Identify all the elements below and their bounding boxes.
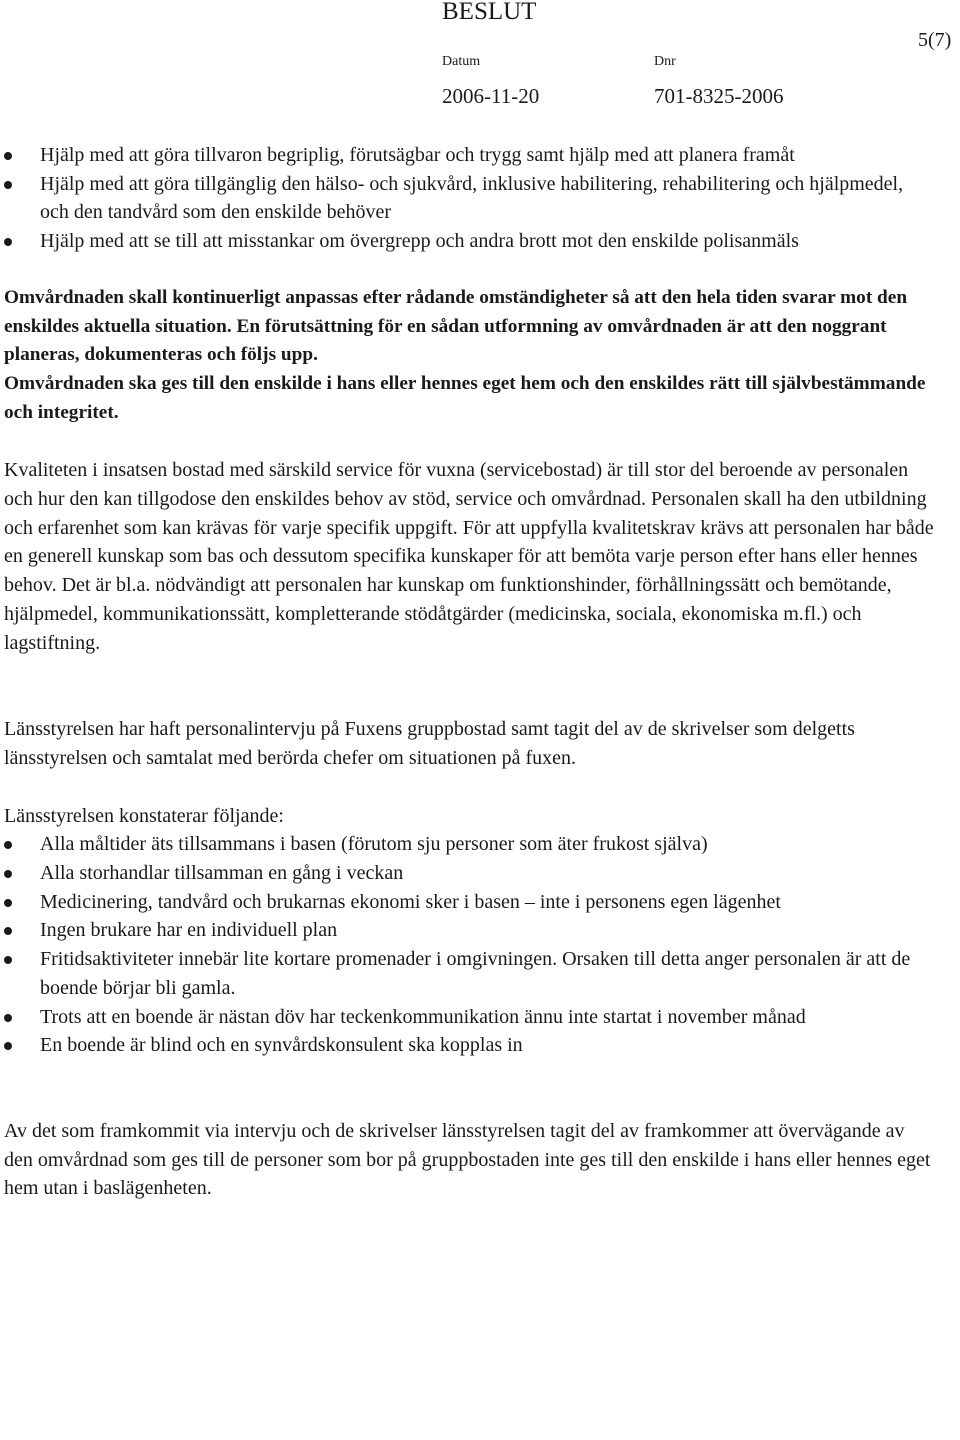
bullet-icon bbox=[4, 1042, 12, 1050]
quality-paragraph: Kvaliteten i insatsen bostad med särskild service för vuxna (servicebostad) är till stor del beroende av personalen och hur den kan tillgodose den enskildes behov av stöd, service och omvårdnad. Personalen skall ha den utbildning och erfarenhet som kan krävas för varje specifik uppgift. För att uppfylla kvalitetskrav krävs att personalen har både en generell kunskap som bas och dessutom specifika kunskaper för att bemöta varje person efter hans eller hennes behov. Det är bl.a. nödvändigt att personalen har kunskap om funktionshinder, förhållningssätt och bemötande, hjälpmedel, kommunikationssätt, kompletterande stödåtgärder (medicinska, sociala, ekonomiska m.fl.) och lagstiftning. bbox=[4, 459, 934, 654]
bullet-icon bbox=[4, 927, 12, 935]
findings-intro: Länsstyrelsen konstaterar följande: bbox=[4, 804, 284, 827]
document-title: BESLUT bbox=[442, 0, 537, 25]
list-item bbox=[4, 227, 934, 256]
dnr-label: Dnr bbox=[654, 54, 676, 69]
bullet-icon bbox=[4, 956, 12, 964]
list-item bbox=[4, 170, 934, 227]
list-item bbox=[4, 1003, 934, 1032]
list-item bbox=[4, 1031, 934, 1060]
bullet-icon bbox=[4, 181, 12, 189]
document-body bbox=[4, 141, 934, 1203]
list-item-text: Hjälp med att se till att misstankar om övergrepp och andra brott mot den enskilde polisanmäls bbox=[40, 230, 799, 253]
list-item bbox=[4, 916, 934, 945]
bullet-icon bbox=[4, 841, 12, 849]
list-item-text: Fritidsaktiviteter innebär lite kortare promenader i omgivningen. Orsaken till detta anger personalen är att de boende börjar bli gamla. bbox=[40, 948, 911, 999]
page-number: 5(7) bbox=[918, 29, 952, 51]
list-item-text: Medicinering, tandvård och brukarnas ekonomi sker i basen – inte i personens egen lägenhet bbox=[40, 890, 781, 913]
list-item-text: Alla storhandlar tillsamman en gång i veckan bbox=[40, 862, 404, 885]
list-item-text: En boende är blind och en synvårdskonsulent ska kopplas in bbox=[40, 1034, 523, 1057]
list-item-text: Hjälp med att göra tillgänglig den hälso- och sjukvård, inklusive habilitering, rehabilitering och hjälpmedel, och den tandvård som den enskilde behöver bbox=[40, 172, 904, 224]
bullet-icon bbox=[4, 1014, 12, 1022]
care-home-paragraph: Omvårdnaden ska ges till den enskilde i hans eller hennes eget hem och den enskildes rätt till självbestämmande och integritet. bbox=[4, 372, 926, 423]
conclusion-paragraph: Av det som framkommit via intervju och de skrivelser länsstyrelsen tagit del av framkommer att övervägande av den omvårdnad som ges till de personer som bor på gruppbostaden inte ges till den enskilde i hans eller hennes eget hem utan i baslägenheten. bbox=[4, 1119, 931, 1200]
bullet-icon bbox=[4, 238, 12, 246]
bullet-icon bbox=[4, 870, 12, 878]
list-item bbox=[4, 888, 934, 917]
list-item bbox=[4, 859, 934, 888]
list-item-text: Hjälp med att göra tillvaron begriplig, förutsägbar och trygg samt hjälp med att planera framåt bbox=[40, 144, 795, 166]
list-item-text: Ingen brukare har en individuell plan bbox=[40, 919, 338, 942]
list-item bbox=[4, 141, 934, 170]
bullet-icon bbox=[4, 152, 12, 160]
care-adaptation-paragraph: Omvårdnaden skall kontinuerligt anpassas efter rådande omständigheter så att den hela tiden svarar mot den enskildes aktuella situation. En förutsättning för en sådan utformning av omvårdnaden är att den noggrant planeras, dokumenteras och följs upp. bbox=[4, 286, 908, 366]
dnr-value: 701-8325-2006 bbox=[654, 84, 784, 108]
list-item bbox=[4, 945, 934, 1002]
list-item-text: Alla måltider äts tillsammans i basen (förutom sju personer som äter frukost själva) bbox=[40, 833, 708, 856]
support-bullet-list bbox=[4, 141, 934, 256]
date-label: Datum bbox=[442, 54, 481, 69]
interview-paragraph: Länsstyrelsen har haft personalintervju på Fuxens gruppbostad samt tagit del av de skrivelser som delgetts länsstyrelsen och samtalat med berörda chefer om situationen på fuxen. bbox=[4, 718, 855, 769]
list-item-text: Trots att en boende är nästan döv har teckenkommunikation ännu inte startat i november månad bbox=[40, 1005, 806, 1028]
list-item bbox=[4, 830, 934, 859]
date-value: 2006-11-20 bbox=[442, 84, 540, 108]
bullet-icon bbox=[4, 899, 12, 907]
findings-bullet-list bbox=[4, 830, 934, 1060]
